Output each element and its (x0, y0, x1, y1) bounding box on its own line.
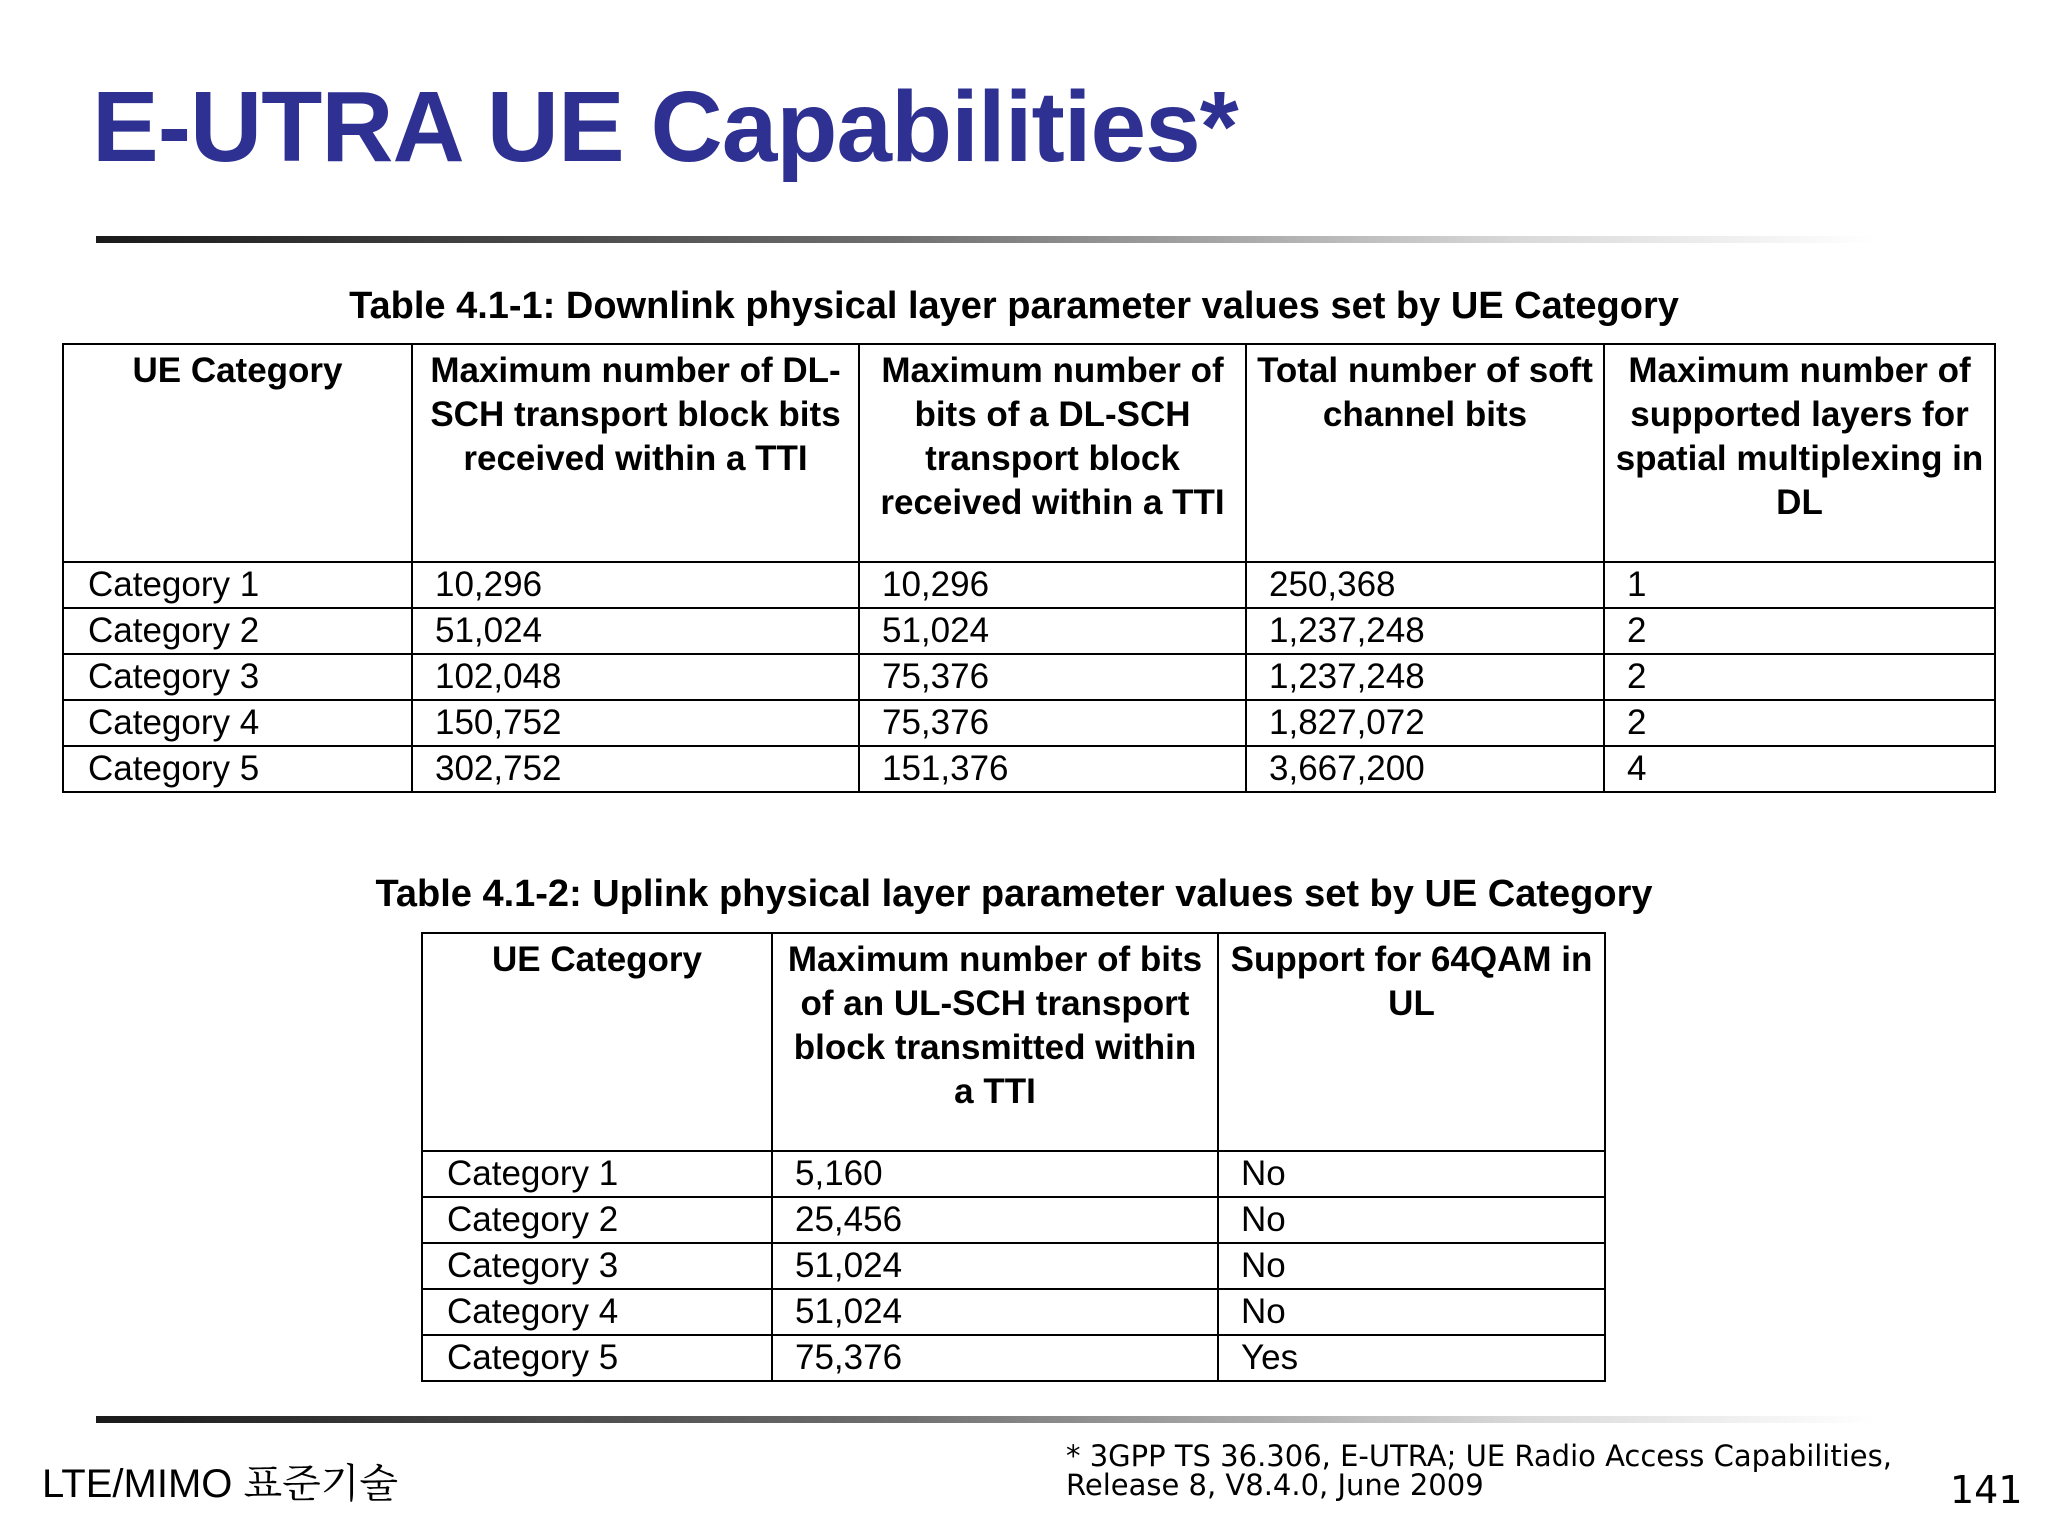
footer-divider (96, 1416, 1876, 1423)
table-cell: Category 1 (63, 562, 412, 608)
table-cell: 2 (1604, 700, 1995, 746)
table-cell: 3,667,200 (1246, 746, 1604, 792)
table-cell: 4 (1604, 746, 1995, 792)
column-header: Maximum number of bits of a DL-SCH transport block received within a TTI (859, 344, 1246, 562)
table-cell: 75,376 (772, 1335, 1218, 1381)
table-row (63, 562, 1995, 608)
table-cell: Category 2 (63, 608, 412, 654)
column-header: UE Category (63, 344, 412, 562)
table-row (63, 746, 1995, 792)
table-cell: No (1218, 1243, 1605, 1289)
table-cell: 150,752 (412, 700, 859, 746)
table-row (422, 1289, 1605, 1335)
table-row (422, 1243, 1605, 1289)
table-cell: 1,237,248 (1246, 608, 1604, 654)
table-cell: 51,024 (412, 608, 859, 654)
reference-line: * 3GPP TS 36.306, E-UTRA; UE Radio Access Capabilities, (1066, 1439, 1892, 1473)
table-cell: 10,296 (412, 562, 859, 608)
slide-title: E-UTRA UE Capabilities* (92, 71, 1238, 183)
table-cell: 2 (1604, 608, 1995, 654)
table-cell: 1,237,248 (1246, 654, 1604, 700)
table-cell: Category 5 (422, 1335, 772, 1381)
table-cell: 75,376 (859, 654, 1246, 700)
table-cell: 75,376 (859, 700, 1246, 746)
table-row (63, 700, 1995, 746)
reference-line: Release 8, V8.4.0, June 2009 (1066, 1468, 1484, 1502)
table-cell: 151,376 (859, 746, 1246, 792)
column-header: Maximum number of DL-SCH transport block bits received within a TTI (412, 344, 859, 562)
downlink-table-caption: Table 4.1-1: Downlink physical layer parameter values set by UE Category (349, 285, 1679, 327)
table-row (422, 1151, 1605, 1197)
table-cell: 250,368 (1246, 562, 1604, 608)
table-cell: Category 3 (63, 654, 412, 700)
column-header: Maximum number of supported layers for spatial multiplexing in DL (1604, 344, 1995, 562)
footer-reference (1066, 1439, 1892, 1502)
table-cell: 2 (1604, 654, 1995, 700)
table-cell: 25,456 (772, 1197, 1218, 1243)
table-cell: 1,827,072 (1246, 700, 1604, 746)
column-header: UE Category (422, 933, 772, 1151)
table-cell: 51,024 (859, 608, 1246, 654)
table-cell: No (1218, 1197, 1605, 1243)
table-cell: Category 4 (422, 1289, 772, 1335)
downlink-table (62, 343, 1996, 793)
table-row (422, 1197, 1605, 1243)
table-row (422, 1335, 1605, 1381)
column-header: Total number of soft channel bits (1246, 344, 1604, 562)
table-cell: 102,048 (412, 654, 859, 700)
table-cell: 51,024 (772, 1243, 1218, 1289)
table-row (63, 608, 1995, 654)
table-cell: Category 1 (422, 1151, 772, 1197)
table-cell: No (1218, 1151, 1605, 1197)
column-header: Maximum number of bits of an UL-SCH transport block transmitted within a TTI (772, 933, 1218, 1151)
table-header-row (63, 344, 1995, 562)
table-cell: 1 (1604, 562, 1995, 608)
page-number: 141 (1950, 1468, 2023, 1512)
table-cell: No (1218, 1289, 1605, 1335)
table-header-row (422, 933, 1605, 1151)
table-cell: Category 4 (63, 700, 412, 746)
table-cell: 10,296 (859, 562, 1246, 608)
uplink-table-caption: Table 4.1-2: Uplink physical layer parameter values set by UE Category (375, 873, 1653, 915)
table-cell: 302,752 (412, 746, 859, 792)
table-cell: 5,160 (772, 1151, 1218, 1197)
table-row (63, 654, 1995, 700)
table-cell: Yes (1218, 1335, 1605, 1381)
table-cell: 51,024 (772, 1289, 1218, 1335)
uplink-table (421, 932, 1606, 1382)
table-cell: Category 3 (422, 1243, 772, 1289)
table-cell: Category 2 (422, 1197, 772, 1243)
footer-course-title: LTE/MIMO 표준기술 (42, 1462, 399, 1506)
title-divider (96, 236, 1876, 243)
table-cell: Category 5 (63, 746, 412, 792)
column-header: Support for 64QAM in UL (1218, 933, 1605, 1151)
